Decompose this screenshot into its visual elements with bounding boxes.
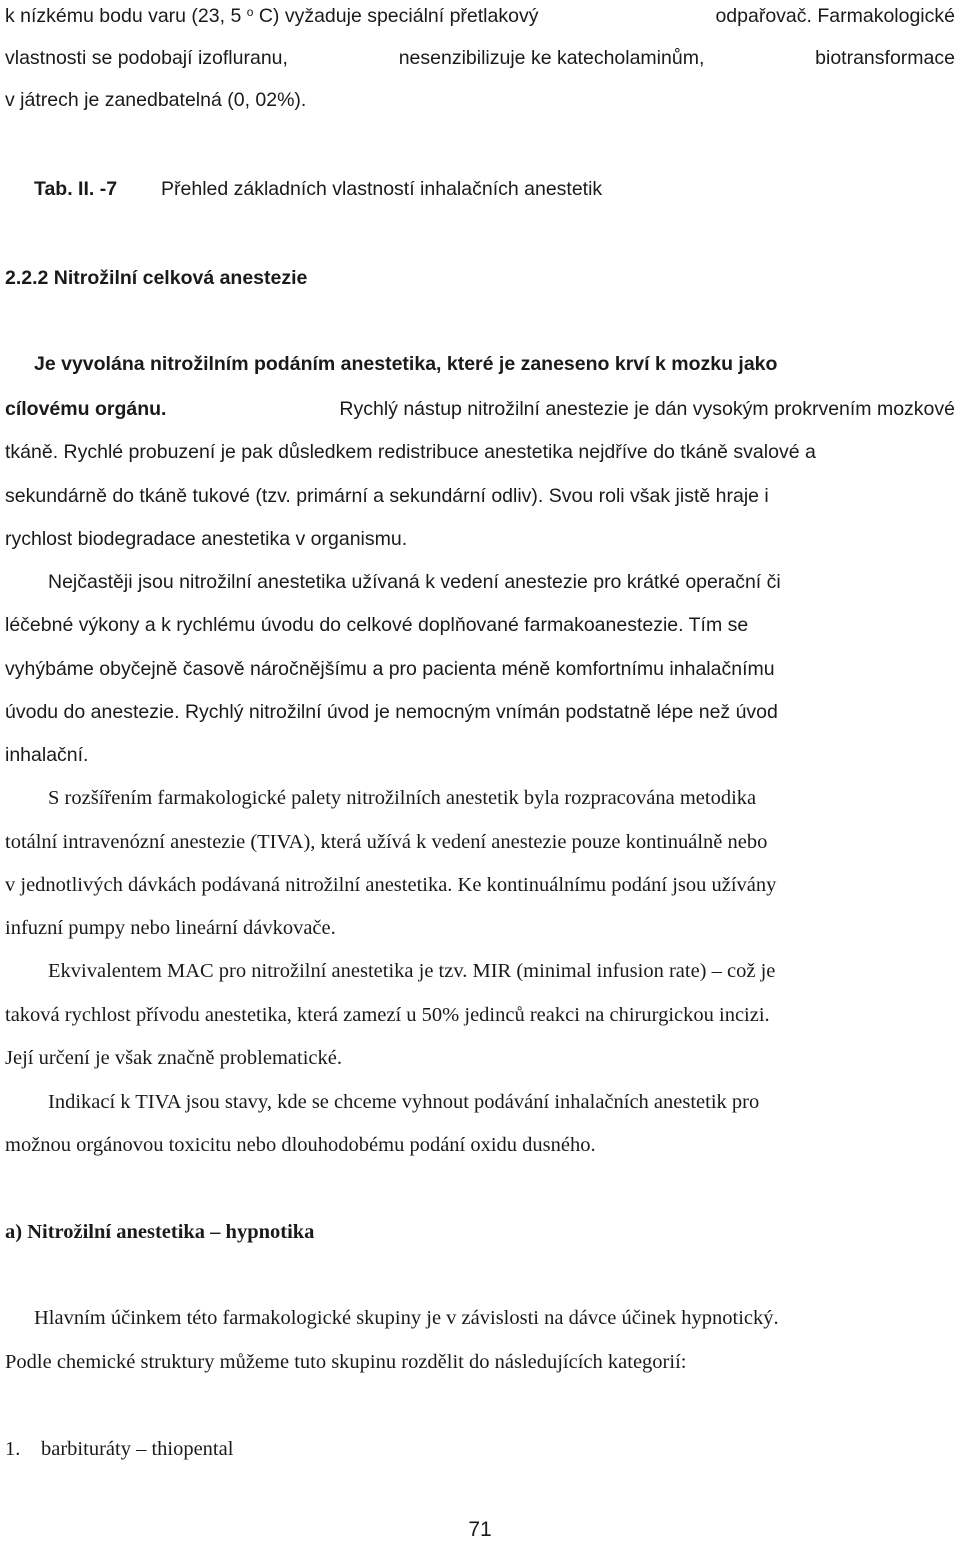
table-caption-label: Tab. II. -7 [34,178,118,200]
list-item [5,1437,20,1461]
para1-line-5: rychlost biodegradace anestetika v organismu. [5,528,408,550]
page-number: 71 [468,1518,492,1541]
intro-line-2-c: biotransformace [815,47,955,69]
table-caption-text: Přehled základních vlastností inhalačních anestetik [161,178,603,200]
subheading: a) Nitrožilní anestetika – hypnotika [5,1221,315,1243]
para5-line-2: možnou orgánovou toxicitu nebo dlouhodobému podání oxidu dusného. [5,1134,596,1156]
para3-line-3: v jednotlivých dávkách podávaná nitrožilní anestetika. Ke kontinuálnímu podání jsou užívány [5,874,777,896]
list-item-text: barbituráty – thiopental [41,1438,234,1460]
para2-line-1: Nejčastěji jsou nitrožilní anestetika užívaná k vedení anestezie pro krátké operační či [48,571,781,593]
intro-line-1-c: odpařovač. Farmakologické [715,5,955,27]
para1-bold-phrase: cílovému orgánu. [5,398,167,420]
para3-line-2: totální intravenózní anestezie (TIVA), která užívá k vedení anestezie pouze kontinuálně nebo [5,831,768,853]
para1-line-1: Je vyvolána nitrožilním podáním anestetika, které je zaneseno krví k mozku jako [34,353,778,375]
para1-line-3: tkáně. Rychlé probuzení je pak důsledkem redistribuce anestetika nejdříve do tkáně svalové a [5,441,816,463]
para4-line-1: Ekvivalentem MAC pro nitrožilní anestetika je tzv. MIR (minimal infusion rate) – což je [48,960,776,982]
para4-line-2: taková rychlost přívodu anestetika, která zamezí u 50% jedinců reakci na chirurgickou incizi. [5,1004,770,1026]
intro-line-3: v játrech je zanedbatelná (0, 02%). [5,89,307,111]
para3-line-1: S rozšířením farmakologické palety nitrožilních anestetik byla rozpracována metodika [48,787,757,809]
para2-line-2: léčebné výkony a k rychlému úvodu do celkové doplňované farmakoanestezie. Tím se [5,614,749,636]
para2-line-5: inhalační. [5,744,89,766]
intro-line-1-a: k nízkému bodu varu (23, 5 $^o$ C) vyžaduje speciální přetlakový [5,5,539,27]
para1-line-2-rest: Rychlý nástup nitrožilní anestezie je dán vysokým prokrvením mozkové [339,398,955,420]
para6-line-2: Podle chemické struktury můžeme tuto skupinu rozdělit do následujících kategorií: [5,1351,687,1373]
intro-line-2-b: nesenzibilizuje ke katecholaminům, [398,47,705,69]
para2-line-3: vyhýbáme obyčejně časově náročnějšímu a pro pacienta méně komfortnímu inhalačnímu [5,658,775,680]
list-item-number: 1. [5,1438,21,1460]
para4-line-3: Její určení je však značně problematické. [5,1047,342,1069]
para3-line-4: infuzní pumpy nebo lineární dávkovače. [5,917,336,939]
para5-line-1: Indikací k TIVA jsou stavy, kde se chceme vyhnout podávání inhalačních anestetik pro [48,1091,760,1113]
para1-line-4: sekundárně do tkáně tukové (tzv. primární a sekundární odliv). Svou roli však jistě hraje i [5,485,769,507]
intro-line-2-a: vlastnosti se podobají izofluranu, [5,47,288,69]
para1-line-2 [5,397,955,421]
para6-line-1: Hlavním účinkem této farmakologické skupiny je v závislosti na dávce účinek hypnotický. [34,1307,779,1329]
intro-line-1 [5,4,955,28]
para2-line-4: úvodu do anestezie. Rychlý nitrožilní úvod je nemocným vnímán podstatně lépe než úvod [5,701,778,723]
intro-line-2 [5,46,955,70]
section-heading: 2.2.2 Nitrožilní celková anestezie [5,267,308,289]
